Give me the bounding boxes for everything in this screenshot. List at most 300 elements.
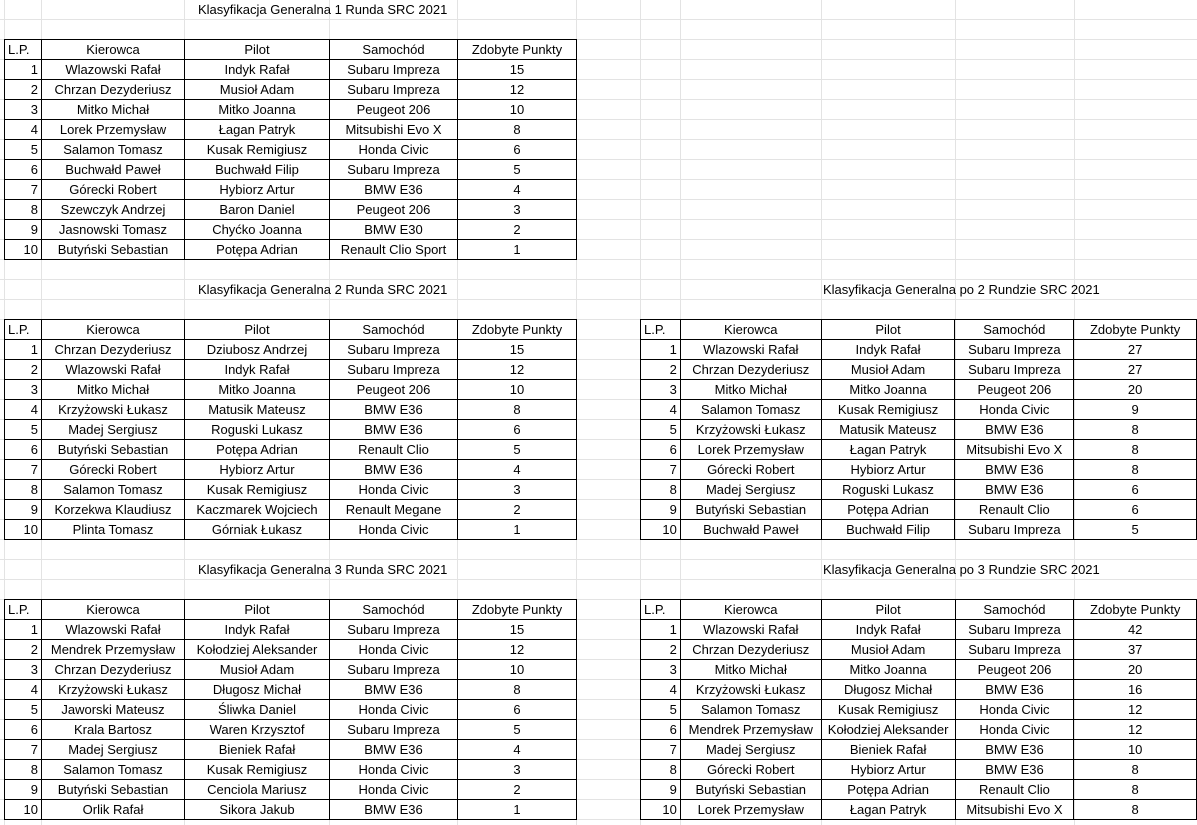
cell-punkty[interactable]: 1 (458, 520, 577, 540)
cell-kierowca[interactable]: Górecki Robert (680, 460, 821, 480)
cell-lp[interactable]: 2 (5, 80, 42, 100)
cell-kierowca[interactable]: Salamon Tomasz (42, 480, 185, 500)
cell-pilot[interactable]: Długosz Michał (185, 680, 330, 700)
cell-pilot[interactable]: Mitko Joanna (185, 100, 330, 120)
cell-punkty[interactable]: 3 (458, 760, 577, 780)
header-kierowca[interactable]: Kierowca (42, 600, 185, 620)
cell-pilot[interactable]: Potępa Adrian (185, 240, 330, 260)
cell-kierowca[interactable]: Mitko Michał (42, 380, 185, 400)
cell-kierowca[interactable]: Krzyżowski Łukasz (42, 680, 185, 700)
cell-lp[interactable]: 9 (5, 500, 42, 520)
cell-punkty[interactable]: 27 (1074, 340, 1197, 360)
cell-kierowca[interactable]: Madej Sergiusz (680, 480, 821, 500)
cell-punkty[interactable]: 5 (1074, 520, 1197, 540)
cell-lp[interactable]: 3 (5, 660, 42, 680)
cell-punkty[interactable]: 1 (458, 800, 577, 820)
cell-kierowca[interactable]: Chrzan Dezyderiusz (42, 660, 185, 680)
table-row (5, 500, 577, 520)
cell-samochod[interactable]: Peugeot 206 (330, 380, 458, 400)
cell-punkty[interactable]: 8 (458, 680, 577, 700)
cell-lp[interactable]: 4 (5, 400, 42, 420)
cell-punkty[interactable]: 27 (1074, 360, 1197, 380)
table-po-2-rundzie (640, 319, 1197, 540)
cell-punkty[interactable]: 5 (458, 440, 577, 460)
cell-pilot[interactable]: Indyk Rafał (821, 620, 955, 640)
cell-punkty[interactable]: 2 (458, 780, 577, 800)
cell-kierowca[interactable]: Jasnowski Tomasz (42, 220, 185, 240)
cell-kierowca[interactable]: Butyński Sebastian (680, 780, 821, 800)
header-kierowca[interactable]: Kierowca (680, 600, 821, 620)
cell-lp[interactable]: 10 (641, 800, 681, 820)
cell-pilot[interactable]: Kołodziej Aleksander (821, 720, 955, 740)
cell-kierowca[interactable]: Lorek Przemysław (42, 120, 185, 140)
table-row (5, 700, 577, 720)
cell-kierowca[interactable]: Krzyżowski Łukasz (680, 680, 821, 700)
table-header-row (5, 320, 577, 340)
cell-samochod[interactable]: Subaru Impreza (330, 160, 458, 180)
cell-punkty[interactable]: 5 (458, 720, 577, 740)
cell-samochod[interactable]: Subaru Impreza (330, 720, 458, 740)
cell-pilot[interactable]: Musioł Adam (821, 360, 955, 380)
cell-samochod[interactable]: BMW E30 (330, 220, 458, 240)
header-lp[interactable]: L.P. (5, 320, 42, 340)
table-header-row (5, 600, 577, 620)
cell-pilot[interactable]: Matusik Mateusz (185, 400, 330, 420)
table-row (5, 420, 577, 440)
cell-lp[interactable]: 3 (641, 660, 681, 680)
cell-pilot[interactable]: Dziubosz Andrzej (185, 340, 330, 360)
cell-punkty[interactable]: 12 (1074, 720, 1197, 740)
cell-kierowca[interactable]: Madej Sergiusz (42, 420, 185, 440)
cell-lp[interactable]: 4 (5, 120, 42, 140)
cell-lp[interactable]: 10 (5, 240, 42, 260)
cell-samochod[interactable]: Renault Clio (955, 500, 1074, 520)
cell-punkty[interactable]: 15 (458, 340, 577, 360)
cell-samochod[interactable]: BMW E36 (955, 460, 1074, 480)
cell-punkty[interactable]: 9 (1074, 400, 1197, 420)
cell-kierowca[interactable]: Salamon Tomasz (680, 700, 821, 720)
header-punkty[interactable]: Zdobyte Punkty (458, 320, 577, 340)
cell-kierowca[interactable]: Orlik Rafał (42, 800, 185, 820)
table-row (5, 240, 577, 260)
cell-kierowca[interactable]: Madej Sergiusz (42, 740, 185, 760)
cell-kierowca[interactable]: Chrzan Dezyderiusz (680, 640, 821, 660)
cell-lp[interactable]: 9 (5, 780, 42, 800)
cell-samochod[interactable]: BMW E36 (330, 460, 458, 480)
cell-pilot[interactable]: Musioł Adam (821, 640, 955, 660)
cell-lp[interactable]: 8 (5, 760, 42, 780)
cell-pilot[interactable]: Hybiorz Artur (821, 760, 955, 780)
cell-samochod[interactable]: Subaru Impreza (330, 80, 458, 100)
cell-lp[interactable]: 8 (5, 480, 42, 500)
cell-lp[interactable]: 6 (5, 720, 42, 740)
table-row (641, 520, 1197, 540)
cell-samochod[interactable]: BMW E36 (955, 680, 1074, 700)
table-row (641, 660, 1197, 680)
cell-samochod[interactable]: Honda Civic (955, 400, 1074, 420)
cell-kierowca[interactable]: Salamon Tomasz (42, 140, 185, 160)
cell-samochod[interactable]: Mitsubishi Evo X (330, 120, 458, 140)
table-row (5, 220, 577, 240)
header-samochod[interactable]: Samochód (955, 320, 1074, 340)
cell-lp[interactable]: 7 (5, 740, 42, 760)
cell-pilot[interactable]: Musioł Adam (185, 80, 330, 100)
table-row (5, 680, 577, 700)
cell-lp[interactable]: 4 (641, 680, 681, 700)
cell-punkty[interactable]: 2 (458, 500, 577, 520)
cell-samochod[interactable]: Renault Clio Sport (330, 240, 458, 260)
cell-samochod[interactable]: Honda Civic (330, 520, 458, 540)
cell-pilot[interactable]: Indyk Rafał (185, 360, 330, 380)
title-po-3-rundzie: Klasyfikacja Generalna po 3 Rundzie SRC 2021 (823, 562, 1100, 577)
cell-pilot[interactable]: Buchwałd Filip (185, 160, 330, 180)
table-row (5, 120, 577, 140)
cell-lp[interactable]: 5 (5, 420, 42, 440)
cell-samochod[interactable]: Renault Clio (955, 780, 1074, 800)
cell-kierowca[interactable]: Jaworski Mateusz (42, 700, 185, 720)
cell-kierowca[interactable]: Wlazowski Rafał (42, 360, 185, 380)
cell-kierowca[interactable]: Mitko Michał (680, 380, 821, 400)
table-row (641, 620, 1197, 640)
cell-pilot[interactable]: Potępa Adrian (821, 500, 955, 520)
cell-lp[interactable]: 6 (641, 720, 681, 740)
header-lp[interactable]: L.P. (641, 600, 681, 620)
cell-punkty[interactable]: 20 (1074, 380, 1197, 400)
cell-lp[interactable]: 3 (5, 100, 42, 120)
cell-punkty[interactable]: 3 (458, 200, 577, 220)
cell-pilot[interactable]: Kusak Remigiusz (185, 480, 330, 500)
cell-samochod[interactable]: Subaru Impreza (330, 620, 458, 640)
cell-lp[interactable]: 5 (641, 420, 681, 440)
table-row (641, 420, 1197, 440)
cell-samochod[interactable]: BMW E36 (955, 420, 1074, 440)
cell-lp[interactable]: 10 (5, 800, 42, 820)
cell-kierowca[interactable]: Salamon Tomasz (42, 760, 185, 780)
cell-lp[interactable]: 6 (5, 160, 42, 180)
cell-kierowca[interactable]: Mendrek Przemysław (42, 640, 185, 660)
header-samochod[interactable]: Samochód (330, 600, 458, 620)
cell-pilot[interactable]: Hybiorz Artur (185, 460, 330, 480)
cell-punkty[interactable]: 10 (458, 660, 577, 680)
cell-lp[interactable]: 7 (641, 460, 681, 480)
cell-lp[interactable]: 2 (5, 360, 42, 380)
cell-kierowca[interactable]: Madej Sergiusz (680, 740, 821, 760)
cell-kierowca[interactable]: Lorek Przemysław (680, 800, 821, 820)
cell-pilot[interactable]: Buchwałd Filip (821, 520, 955, 540)
table-row (641, 340, 1197, 360)
cell-samochod[interactable]: BMW E36 (330, 680, 458, 700)
header-samochod[interactable]: Samochód (955, 600, 1074, 620)
table-row (641, 440, 1197, 460)
cell-samochod[interactable]: BMW E36 (955, 740, 1074, 760)
cell-samochod[interactable]: Honda Civic (330, 480, 458, 500)
cell-pilot[interactable]: Śliwka Daniel (185, 700, 330, 720)
cell-lp[interactable]: 1 (641, 620, 681, 640)
cell-pilot[interactable]: Kusak Remigiusz (185, 760, 330, 780)
cell-pilot[interactable]: Indyk Rafał (185, 620, 330, 640)
cell-pilot[interactable]: Mitko Joanna (821, 660, 955, 680)
cell-kierowca[interactable]: Górecki Robert (42, 180, 185, 200)
cell-lp[interactable]: 10 (5, 520, 42, 540)
header-pilot[interactable]: Pilot (821, 320, 955, 340)
cell-pilot[interactable]: Indyk Rafał (185, 60, 330, 80)
header-pilot[interactable]: Pilot (185, 40, 330, 60)
cell-punkty[interactable]: 6 (1074, 480, 1197, 500)
cell-samochod[interactable]: BMW E36 (330, 180, 458, 200)
cell-punkty[interactable]: 42 (1074, 620, 1197, 640)
cell-samochod[interactable]: Subaru Impreza (330, 360, 458, 380)
cell-lp[interactable]: 1 (5, 620, 42, 640)
table-row (5, 780, 577, 800)
header-punkty[interactable]: Zdobyte Punkty (458, 40, 577, 60)
cell-punkty[interactable]: 10 (1074, 740, 1197, 760)
table-row (5, 360, 577, 380)
cell-pilot[interactable]: Łagan Patryk (821, 800, 955, 820)
header-pilot[interactable]: Pilot (185, 320, 330, 340)
title-runda-3: Klasyfikacja Generalna 3 Runda SRC 2021 (198, 562, 448, 577)
header-punkty[interactable]: Zdobyte Punkty (1074, 320, 1197, 340)
cell-punkty[interactable]: 5 (458, 160, 577, 180)
cell-punkty[interactable]: 12 (458, 80, 577, 100)
cell-samochod[interactable]: Peugeot 206 (330, 100, 458, 120)
cell-kierowca[interactable]: Wlazowski Rafał (42, 620, 185, 640)
cell-pilot[interactable]: Mitko Joanna (185, 380, 330, 400)
cell-samochod[interactable]: Subaru Impreza (330, 660, 458, 680)
cell-samochod[interactable]: Subaru Impreza (955, 640, 1074, 660)
cell-lp[interactable]: 10 (641, 520, 681, 540)
cell-kierowca[interactable]: Krzyżowski Łukasz (42, 400, 185, 420)
cell-kierowca[interactable]: Wlazowski Rafał (42, 60, 185, 80)
header-lp[interactable]: L.P. (5, 40, 42, 60)
cell-samochod[interactable]: Subaru Impreza (955, 520, 1074, 540)
cell-punkty[interactable]: 2 (458, 220, 577, 240)
cell-lp[interactable]: 5 (641, 700, 681, 720)
table-row (641, 360, 1197, 380)
cell-kierowca[interactable]: Butyński Sebastian (680, 500, 821, 520)
header-pilot[interactable]: Pilot (821, 600, 955, 620)
cell-punkty[interactable]: 3 (458, 480, 577, 500)
cell-kierowca[interactable]: Górecki Robert (42, 460, 185, 480)
cell-pilot[interactable]: Potępa Adrian (821, 780, 955, 800)
cell-lp[interactable]: 7 (5, 460, 42, 480)
cell-kierowca[interactable]: Plinta Tomasz (42, 520, 185, 540)
header-samochod[interactable]: Samochód (330, 320, 458, 340)
cell-kierowca[interactable]: Korzekwa Klaudiusz (42, 500, 185, 520)
cell-punkty[interactable]: 20 (1074, 660, 1197, 680)
cell-pilot[interactable]: Chyćko Joanna (185, 220, 330, 240)
cell-kierowca[interactable]: Krala Bartosz (42, 720, 185, 740)
cell-pilot[interactable]: Roguski Lukasz (185, 420, 330, 440)
cell-kierowca[interactable]: Mendrek Przemysław (680, 720, 821, 740)
cell-kierowca[interactable]: Butyński Sebastian (42, 780, 185, 800)
cell-punkty[interactable]: 4 (458, 460, 577, 480)
cell-lp[interactable]: 3 (5, 380, 42, 400)
cell-punkty[interactable]: 8 (458, 400, 577, 420)
cell-pilot[interactable]: Kusak Remigiusz (821, 400, 955, 420)
cell-punkty[interactable]: 4 (458, 180, 577, 200)
cell-punkty[interactable]: 8 (458, 120, 577, 140)
cell-punkty[interactable]: 8 (1074, 780, 1197, 800)
cell-samochod[interactable]: Honda Civic (330, 700, 458, 720)
cell-lp[interactable]: 1 (5, 340, 42, 360)
cell-pilot[interactable]: Matusik Mateusz (821, 420, 955, 440)
cell-samochod[interactable]: BMW E36 (330, 420, 458, 440)
cell-punkty[interactable]: 12 (458, 360, 577, 380)
cell-lp[interactable]: 6 (5, 440, 42, 460)
cell-kierowca[interactable]: Szewczyk Andrzej (42, 200, 185, 220)
header-kierowca[interactable]: Kierowca (42, 40, 185, 60)
cell-punkty[interactable]: 8 (1074, 440, 1197, 460)
header-punkty[interactable]: Zdobyte Punkty (458, 600, 577, 620)
cell-kierowca[interactable]: Mitko Michał (42, 100, 185, 120)
cell-pilot[interactable]: Kaczmarek Wojciech (185, 500, 330, 520)
cell-samochod[interactable]: Subaru Impreza (955, 340, 1074, 360)
cell-samochod[interactable]: Peugeot 206 (330, 200, 458, 220)
cell-kierowca[interactable]: Mitko Michał (680, 660, 821, 680)
table-row (5, 720, 577, 740)
cell-lp[interactable]: 7 (5, 180, 42, 200)
cell-lp[interactable]: 2 (641, 360, 681, 380)
cell-lp[interactable]: 9 (5, 220, 42, 240)
cell-punkty[interactable]: 8 (1074, 460, 1197, 480)
cell-samochod[interactable]: Subaru Impreza (955, 620, 1074, 640)
table-row (5, 380, 577, 400)
header-kierowca[interactable]: Kierowca (680, 320, 821, 340)
cell-samochod[interactable]: Peugeot 206 (955, 660, 1074, 680)
cell-lp[interactable]: 5 (5, 140, 42, 160)
cell-samochod[interactable]: Renault Megane (330, 500, 458, 520)
cell-kierowca[interactable]: Buchwałd Paweł (42, 160, 185, 180)
cell-punkty[interactable]: 10 (458, 100, 577, 120)
cell-pilot[interactable]: Hybiorz Artur (185, 180, 330, 200)
cell-lp[interactable]: 3 (641, 380, 681, 400)
cell-pilot[interactable]: Mitko Joanna (821, 380, 955, 400)
cell-lp[interactable]: 8 (641, 480, 681, 500)
cell-lp[interactable]: 7 (641, 740, 681, 760)
cell-punkty[interactable]: 4 (458, 740, 577, 760)
cell-punkty[interactable]: 10 (458, 380, 577, 400)
cell-punkty[interactable]: 6 (458, 700, 577, 720)
cell-punkty[interactable]: 6 (1074, 500, 1197, 520)
cell-lp[interactable]: 6 (641, 440, 681, 460)
cell-pilot[interactable]: Bieniek Rafał (821, 740, 955, 760)
cell-pilot[interactable]: Kołodziej Aleksander (185, 640, 330, 660)
cell-pilot[interactable]: Indyk Rafał (821, 340, 955, 360)
cell-samochod[interactable]: Mitsubishi Evo X (955, 800, 1074, 820)
cell-pilot[interactable]: Górniak Łukasz (185, 520, 330, 540)
cell-kierowca[interactable]: Butyński Sebastian (42, 440, 185, 460)
cell-punkty[interactable]: 12 (1074, 700, 1197, 720)
cell-pilot[interactable]: Cenciola Mariusz (185, 780, 330, 800)
cell-kierowca[interactable]: Chrzan Dezyderiusz (42, 80, 185, 100)
cell-samochod[interactable]: Honda Civic (955, 700, 1074, 720)
header-samochod[interactable]: Samochód (330, 40, 458, 60)
cell-samochod[interactable]: Subaru Impreza (330, 340, 458, 360)
header-kierowca[interactable]: Kierowca (42, 320, 185, 340)
cell-samochod[interactable]: Renault Clio (330, 440, 458, 460)
header-pilot[interactable]: Pilot (185, 600, 330, 620)
cell-samochod[interactable]: Honda Civic (330, 780, 458, 800)
cell-samochod[interactable]: Honda Civic (330, 140, 458, 160)
cell-kierowca[interactable]: Salamon Tomasz (680, 400, 821, 420)
cell-lp[interactable]: 4 (641, 400, 681, 420)
cell-pilot[interactable]: Sikora Jakub (185, 800, 330, 820)
cell-kierowca[interactable]: Chrzan Dezyderiusz (42, 340, 185, 360)
cell-pilot[interactable]: Potępa Adrian (185, 440, 330, 460)
cell-kierowca[interactable]: Górecki Robert (680, 760, 821, 780)
cell-lp[interactable]: 2 (5, 640, 42, 660)
cell-pilot[interactable]: Musioł Adam (185, 660, 330, 680)
table-row (5, 140, 577, 160)
cell-pilot[interactable]: Waren Krzysztof (185, 720, 330, 740)
cell-kierowca[interactable]: Wlazowski Rafał (680, 620, 821, 640)
cell-punkty[interactable]: 12 (458, 640, 577, 660)
cell-samochod[interactable]: BMW E36 (330, 740, 458, 760)
cell-samochod[interactable]: BMW E36 (330, 400, 458, 420)
cell-samochod[interactable]: Peugeot 206 (955, 380, 1074, 400)
cell-samochod[interactable]: BMW E36 (330, 800, 458, 820)
cell-punkty[interactable]: 6 (458, 420, 577, 440)
cell-pilot[interactable]: Hybiorz Artur (821, 460, 955, 480)
cell-lp[interactable]: 8 (5, 200, 42, 220)
cell-kierowca[interactable]: Butyński Sebastian (42, 240, 185, 260)
cell-samochod[interactable]: Honda Civic (955, 720, 1074, 740)
cell-samochod[interactable]: Honda Civic (330, 640, 458, 660)
cell-punkty[interactable]: 8 (1074, 800, 1197, 820)
cell-kierowca[interactable]: Krzyżowski Łukasz (680, 420, 821, 440)
cell-lp[interactable]: 9 (641, 780, 681, 800)
cell-lp[interactable]: 2 (641, 640, 681, 660)
cell-pilot[interactable]: Kusak Remigiusz (821, 700, 955, 720)
cell-kierowca[interactable]: Chrzan Dezyderiusz (680, 360, 821, 380)
cell-pilot[interactable]: Roguski Lukasz (821, 480, 955, 500)
cell-punkty[interactable]: 8 (1074, 760, 1197, 780)
cell-punkty[interactable]: 6 (458, 140, 577, 160)
cell-punkty[interactable]: 15 (458, 620, 577, 640)
cell-pilot[interactable]: Baron Daniel (185, 200, 330, 220)
cell-pilot[interactable]: Łagan Patryk (821, 440, 955, 460)
cell-punkty[interactable]: 15 (458, 60, 577, 80)
cell-punkty[interactable]: 37 (1074, 640, 1197, 660)
table-po-3-rundzie (640, 599, 1197, 820)
header-lp[interactable]: L.P. (5, 600, 42, 620)
cell-punkty[interactable]: 8 (1074, 420, 1197, 440)
cell-pilot[interactable]: Kusak Remigiusz (185, 140, 330, 160)
cell-pilot[interactable]: Bieniek Rafał (185, 740, 330, 760)
cell-kierowca[interactable]: Wlazowski Rafał (680, 340, 821, 360)
header-punkty[interactable]: Zdobyte Punkty (1074, 600, 1197, 620)
cell-lp[interactable]: 1 (5, 60, 42, 80)
cell-samochod[interactable]: BMW E36 (955, 480, 1074, 500)
cell-lp[interactable]: 9 (641, 500, 681, 520)
cell-pilot[interactable]: Łagan Patryk (185, 120, 330, 140)
cell-kierowca[interactable]: Buchwałd Paweł (680, 520, 821, 540)
cell-samochod[interactable]: Subaru Impreza (330, 60, 458, 80)
cell-samochod[interactable]: Honda Civic (330, 760, 458, 780)
cell-punkty[interactable]: 16 (1074, 680, 1197, 700)
cell-lp[interactable]: 4 (5, 680, 42, 700)
cell-lp[interactable]: 5 (5, 700, 42, 720)
cell-samochod[interactable]: BMW E36 (955, 760, 1074, 780)
cell-punkty[interactable]: 1 (458, 240, 577, 260)
cell-lp[interactable]: 8 (641, 760, 681, 780)
cell-samochod[interactable]: Subaru Impreza (955, 360, 1074, 380)
header-lp[interactable]: L.P. (641, 320, 681, 340)
cell-lp[interactable]: 1 (641, 340, 681, 360)
cell-pilot[interactable]: Długosz Michał (821, 680, 955, 700)
cell-samochod[interactable]: Mitsubishi Evo X (955, 440, 1074, 460)
cell-kierowca[interactable]: Lorek Przemysław (680, 440, 821, 460)
